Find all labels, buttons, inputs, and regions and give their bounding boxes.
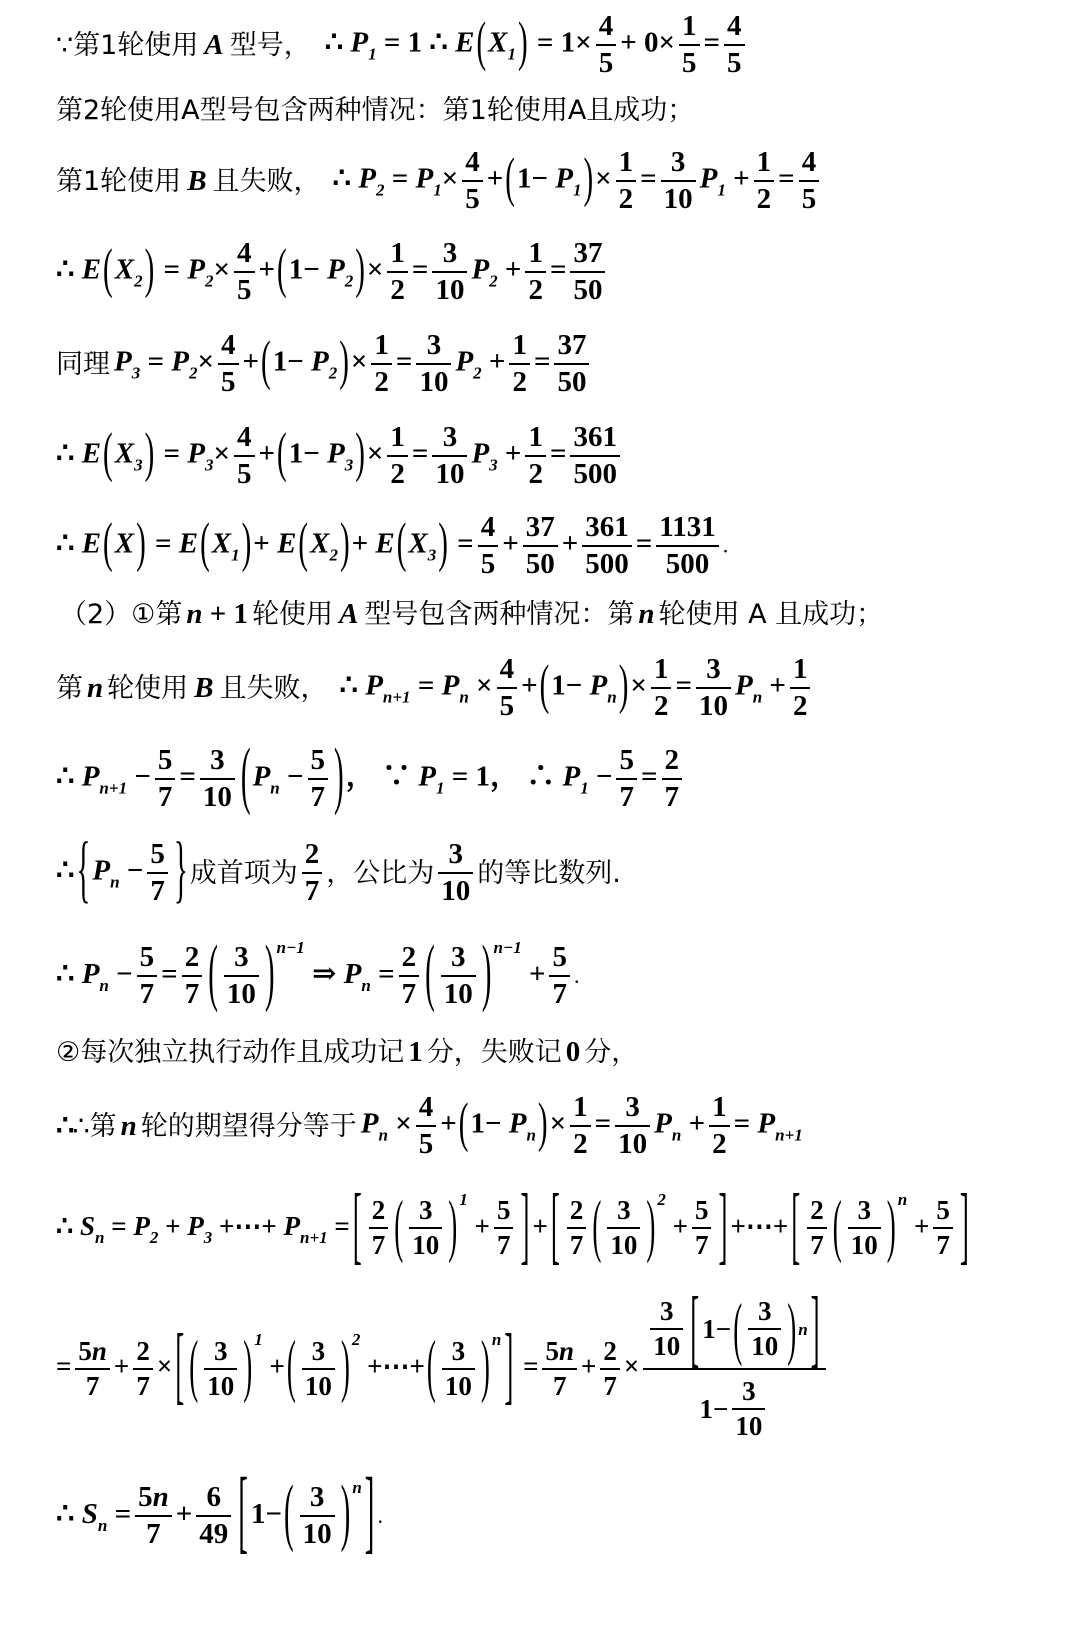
line-5: 同理 $P_3 = P_2\times$ $\frac{4}{5}$ $+(1- P_2)\times$ $\frac{1}{2}$ = $\frac{3}{10}$ $P_2$ + $\frac{1}{2}$ = $\frac{37}{50}$ [56, 332, 1020, 396]
line-14: ∴ ∴第 n 轮的期望得分等于 $P_n$ × $\frac{4}{5}$ $+(1- P_n)\times$ $\frac{1}{2}$ = $\frac{3}{10}$ $P_n$ + $\frac{1}{2}$ = $P_{n+1}$ [56, 1091, 803, 1160]
line-9: 第 n 轮使用 B 且失败， ∴ $P_{n+1} = P_n$ × $\frac{4}{5}$ $+(1- P_n)\times$ $\frac{1}{2}$ = $\frac{3}{10}$ $P_n$ + $\frac{1}{2}$ [56, 656, 1020, 720]
line-8-text-c: 型号包含两种情况：第 [364, 598, 635, 630]
line-9-text-b: 轮使用 [107, 672, 189, 704]
line-10: ∴ $P_{n+1}$ − $\frac{5}{7}$ = $\frac{3}{10}$ ($P_n$ − $\frac{5}{7}$ )， ∵ $P_1 = 1$， ∴ $P_1$ − $\frac{5}{7}$ = $\frac{2}{7}$ [56, 744, 1020, 814]
line-13-text-b: 分，失败记 [426, 1036, 562, 1068]
line-11-text-a: 成首项为 [189, 857, 298, 889]
line-9-text-c: 且失败， [219, 672, 328, 704]
line-8-text-d: 轮使用 A 且成功； [658, 598, 884, 630]
line-11: $\therefore\{P_n$ − $\frac{5}{7}$ } 成首项为 $\frac{2}{7}$ ，公比为 $\frac{3}{10}$ 的等比数列. [56, 828, 621, 912]
line-8: （2）①第 n + 1 轮使用 A 型号包含两种情况：第 n 轮使用 A 且成功； [60, 597, 884, 630]
line-14-text-a: ∴第 [72, 1110, 117, 1142]
line-3-text-b: 且失败， [212, 165, 321, 197]
line-3-text: 第1轮使用 [56, 165, 182, 197]
line-1-text: ∵第1轮使用 [56, 29, 199, 61]
line-13-text-c: 分， [584, 1036, 639, 1068]
line-14-text-b: 轮的期望得分等于 [140, 1110, 357, 1142]
line-15: ∴ $S_n = P_2 + P_3$ +⋯+ $P_{n+1}$ = [ $\frac{2}{7}$ ( $\frac{3}{10}$ ) $^1$ + $\frac{5}{7}$ ] + [ $\frac{2}{7}$ ( $\frac{3}{10}$ ) $^2$ + $\frac{5}{7}$ ] +⋯+ [ $\frac{2}{7}$ ( $\frac{3}{10}$ ) $^n$ + $\frac{5}{7}$ ] [56, 1176, 969, 1273]
line-13-text-a: ②每次独立执行动作且成功记 [56, 1036, 405, 1068]
line-3: 第1轮使用 B 且失败， ∴ $P_2 = P_1\times$ $\frac{4}{5}$ $+(1- P_1)\times$ $\frac{1}{2}$ = $\frac{3}{10}$ $P_1$ + $\frac{1}{2}$ = $\frac{4}{5}$ [56, 150, 1020, 212]
line-1-text-b: 型号， [229, 29, 311, 61]
line-2 [56, 92, 1020, 128]
line-12: ∴ $P_n$ − $\frac{5}{7}$ = $\frac{2}{7}$ ( $\frac{3}{10}$ ) $^{n-1}$ ⇒ $P_n$ = $\frac{2}{7}$ ( $\frac{3}{10}$ ) $^{n-1}$ + $\frac{5}{7}$ . [56, 931, 580, 1015]
line-5-text: 同理 [56, 348, 110, 380]
line-1: ∵第1轮使用 A 型号， ∴ $P_1 = 1$ ∴ $E(X_1) = 1\times$ $\frac{4}{5}$ + 0× $\frac{1}{5}$ = $\frac{4}{5}$ [56, 14, 1020, 76]
line-16: = $\frac{5n}{7}$ + $\frac{2}{7}$ × [ ( $\frac{3}{10}$ ) $^1$ +( $\frac{3}{10}$ ) $^2$ +⋯+( $\frac{3}{10}$ ) $^n$ ] = $\frac{5n}{7}$ + $\frac{2}{7}$ × $\frac{3}{10}$ [ 1− ( $\frac{3}{10}$ ) n ] 1− $\frac{3}{10}$ [56, 1294, 1020, 1444]
line-17: ∴ $S_n$ = $\frac{5n}{7}$ + $\frac{6}{49}$ [ 1−( $\frac{3}{10}$ ) $^n$ ] . [56, 1461, 383, 1564]
line-2-text: 第2轮使用A型号包含两种情况：第1轮使用A且成功； [56, 94, 695, 126]
line-4: ∴ $E(X_2) = P_2\times$ $\frac{4}{5}$ $+(1- P_2)\times$ $\frac{1}{2}$ = $\frac{3}{10}$ $P_2$ + $\frac{1}{2}$ = $\frac{37}{50}$ [56, 240, 1020, 304]
line-11-text-c: 的等比数列. [477, 857, 621, 889]
line-8-text-b: 轮使用 [252, 598, 334, 630]
line-11-text-b: ，公比为 [326, 857, 435, 889]
line-9-text-a: 第 [56, 672, 83, 704]
line-13: ②每次独立执行动作且成功记 1 分，失败记 0 分， [56, 1035, 639, 1068]
line-8-text-a: （2）①第 [60, 598, 183, 630]
line-7: ∴ $E(X) = E(X_1)+ E(X_2)+ E(X_3)$ = $\frac{4}{5}$ + $\frac{37}{50}$ + $\frac{361}{500}$ = $\frac{1131}{500}$ . [56, 511, 729, 580]
line-6: ∴ $E(X_3) = P_3\times$ $\frac{4}{5}$ $+(1- P_3)\times$ $\frac{1}{2}$ = $\frac{3}{10}$ $P_3$ + $\frac{1}{2}$ = $\frac{361}{500}$ [56, 424, 1020, 488]
